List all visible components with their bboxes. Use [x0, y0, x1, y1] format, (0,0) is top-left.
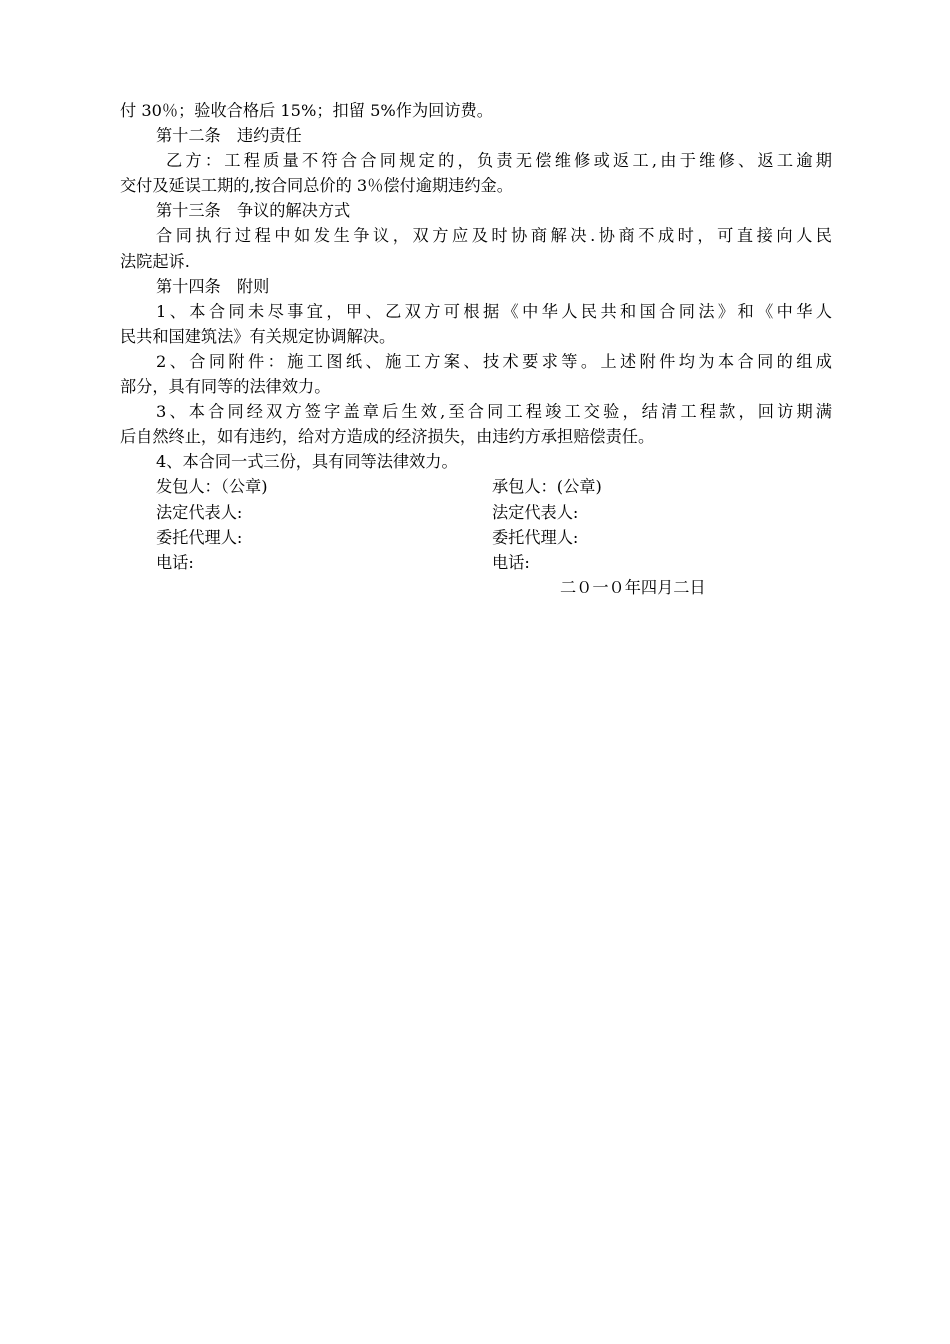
clause-1-line-2: 民共和国建筑法》有关规定协调解决。	[120, 326, 396, 346]
signature-row-phone	[120, 550, 832, 575]
clause-2-line-2: 部分，具有同等的法律效力。	[120, 377, 331, 397]
article-12-text-line-1: 乙方：工程质量不符合合同规定的，负责无偿维修或返工,由于维修、返工逾期	[166, 151, 832, 171]
clause-3-line-1: 3、本合同经双方签字盖章后生效,至合同工程竣工交验，结清工程款，回访期满	[156, 402, 832, 422]
clause-4-line: 4、本合同一式三份，具有同等法律效力。	[156, 452, 458, 472]
clause-1-line-1: 1、本合同未尽事宜，甲、乙双方可根据《中华人民共和国合同法》和《中华人	[156, 301, 832, 321]
signature-row-legal-rep	[120, 500, 832, 525]
article-12-heading: 第十二条 违约责任	[156, 126, 302, 146]
article-13-text-line-2: 法院起诉.	[120, 251, 190, 271]
payment-terms-line: 付 30％；验收合格后 15%；扣留 5%作为回访费。	[120, 101, 493, 120]
contractor-seal-label: 承包人：(公章)	[492, 477, 602, 497]
issuer-seal-label: 发包人：（公章)	[156, 477, 268, 497]
article-12-text-line-2: 交付及延误工期的,按合同总价的 3％偿付逾期违约金。	[120, 176, 513, 196]
article-14-heading: 第十四条 附则	[156, 276, 270, 296]
signature-row-agent	[120, 525, 832, 550]
clause-2-line-1: 2、合同附件：施工图纸、施工方案、技术要求等。上述附件均为本合同的组成	[156, 351, 832, 371]
contract-date: 二０一０年四月二日	[560, 577, 706, 597]
issuer-legal-rep-label: 法定代表人:	[156, 502, 243, 522]
article-13-heading: 第十三条 争议的解决方式	[156, 201, 351, 221]
contractor-phone-label: 电话:	[492, 552, 530, 572]
contract-body	[120, 98, 832, 600]
contractor-legal-rep-label: 法定代表人:	[492, 502, 579, 522]
article-13-text-line-1: 合同执行过程中如发生争议，双方应及时协商解决.协商不成时，可直接向人民	[156, 226, 832, 246]
clause-3-line-2: 后自然终止，如有违约，给对方造成的经济损失，由违约方承担赔偿责任。	[120, 427, 655, 447]
signature-row-seal	[120, 474, 832, 499]
issuer-agent-label: 委托代理人:	[156, 527, 243, 547]
contractor-agent-label: 委托代理人:	[492, 527, 579, 547]
issuer-phone-label: 电话:	[156, 552, 194, 572]
